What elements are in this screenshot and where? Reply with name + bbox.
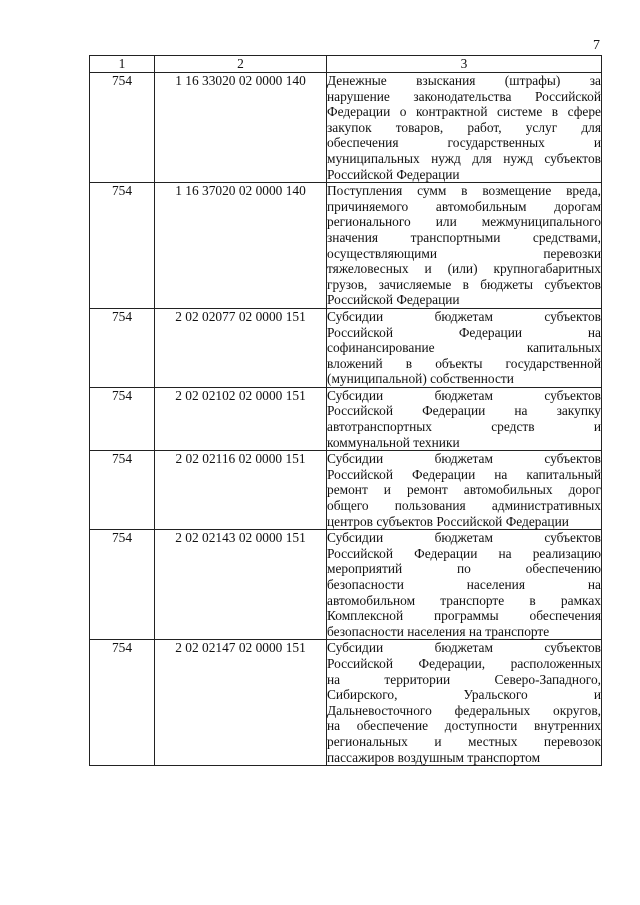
admin-code-cell: 754 xyxy=(90,183,155,309)
revenue-name-line: обеспечения государственных и xyxy=(327,135,601,151)
table-row xyxy=(90,387,602,450)
revenue-name-line: значения транспортными средствами, xyxy=(327,229,601,245)
revenue-name-line: причиняемого автомобильным дорогам xyxy=(327,198,601,214)
revenue-name-line: центров субъектов Российской Федерации xyxy=(327,513,569,529)
revenue-name-line: безопасности населения на xyxy=(327,577,601,592)
revenue-name-line: Российской Федерации, расположенных xyxy=(327,655,601,671)
revenue-name-line: ремонт и ремонт автомобильных дорог xyxy=(327,482,601,498)
budget-code-cell: 1 16 37020 02 0000 140 xyxy=(155,183,327,309)
admin-code-cell: 754 xyxy=(90,308,155,387)
budget-code-cell: 2 02 02116 02 0000 151 xyxy=(155,451,327,530)
admin-code-cell: 754 xyxy=(90,451,155,530)
revenue-name-line: безопасности населения на транспорте xyxy=(327,623,550,639)
revenue-name-line: Федерации о контрактной системе в сфере xyxy=(327,104,601,120)
revenue-name-line: тяжеловесных и (или) крупногабаритных xyxy=(327,261,601,277)
revenue-name-line: Субсидии бюджетам субъектов xyxy=(327,640,601,656)
revenue-name-line: Субсидии бюджетам субъектов xyxy=(327,308,601,324)
revenue-name-cell xyxy=(327,387,602,450)
table-row xyxy=(90,73,602,183)
table-row xyxy=(90,308,602,387)
revenue-name-line: Российской Федерации xyxy=(327,292,460,308)
revenue-name-line: муниципальных нужд для нужд субъектов xyxy=(327,150,601,166)
revenue-name-line: мероприятий по обеспечению xyxy=(327,561,601,577)
revenue-name-line: Дальневосточного федеральных округов, xyxy=(327,702,601,718)
revenue-name-line: автомобильном транспорте в рамках xyxy=(327,592,601,608)
revenue-name-line: пассажиров воздушным транспортом xyxy=(327,749,541,765)
revenue-name-line: Субсидии бюджетам субъектов xyxy=(327,451,601,467)
revenue-name-line: автотранспортных средств и xyxy=(327,419,601,435)
revenue-name-line: Российской Федерации xyxy=(327,166,460,182)
revenue-name-line: Сибирского, Уральского и xyxy=(327,687,601,703)
column-header-2: 2 xyxy=(155,56,327,73)
revenue-name-line: Поступления сумм в возмещение вреда, xyxy=(327,183,601,199)
revenue-name-line: Российской Федерации на реализацию xyxy=(327,545,601,561)
revenue-name-line: регионального или межмуниципального xyxy=(327,214,601,230)
table-row xyxy=(90,640,602,766)
revenue-name-line: закупок товаров, работ, услуг для xyxy=(327,119,601,135)
table-row xyxy=(90,451,602,530)
budget-code-cell: 1 16 33020 02 0000 140 xyxy=(155,73,327,183)
budget-code-cell: 2 02 02102 02 0000 151 xyxy=(155,387,327,450)
revenue-name-cell xyxy=(327,640,602,766)
admin-code-cell: 754 xyxy=(90,387,155,450)
revenue-name-line: грузов, зачисляемые в бюджеты субъектов xyxy=(327,276,601,292)
revenue-name-line: Российской Федерации на капитальный xyxy=(327,466,601,482)
revenue-name-line: осуществляющими перевозки xyxy=(327,245,601,261)
table-row xyxy=(90,530,602,640)
revenue-name-line: Комплексной программы обеспечения xyxy=(327,608,601,624)
revenue-name-cell xyxy=(327,183,602,309)
table-body xyxy=(90,73,602,766)
revenue-name-line: региональных и местных перевозок xyxy=(327,733,601,749)
revenue-name-line: (муниципальной) собственности xyxy=(327,371,514,387)
revenue-name-line: общего пользования административных xyxy=(327,498,601,514)
revenue-name-cell xyxy=(327,530,602,640)
revenue-name-cell xyxy=(327,308,602,387)
admin-code-cell: 754 xyxy=(90,530,155,640)
budget-revenue-table xyxy=(89,55,602,766)
revenue-name-line: коммунальной техники xyxy=(327,434,460,450)
revenue-name-line: Денежные взыскания (штрафы) за xyxy=(327,73,601,88)
column-header-3: 3 xyxy=(327,56,602,73)
revenue-name-line: на территории Северо-Западного, xyxy=(327,671,601,687)
budget-code-cell: 2 02 02143 02 0000 151 xyxy=(155,530,327,640)
table-header-row xyxy=(90,56,602,73)
revenue-name-line: Российской Федерации на закупку xyxy=(327,403,601,419)
revenue-name-line: на обеспечение доступности внутренних xyxy=(327,718,601,734)
column-header-1: 1 xyxy=(90,56,155,73)
page-number: 7 xyxy=(593,38,600,53)
revenue-name-line: вложений в объекты государственной xyxy=(327,355,601,371)
budget-code-cell: 2 02 02077 02 0000 151 xyxy=(155,308,327,387)
revenue-name-cell xyxy=(327,451,602,530)
table-row xyxy=(90,183,602,309)
revenue-name-line: нарушение законодательства Российской xyxy=(327,88,601,104)
revenue-name-line: Российской Федерации на xyxy=(327,324,601,340)
admin-code-cell: 754 xyxy=(90,73,155,183)
revenue-name-line: Субсидии бюджетам субъектов xyxy=(327,387,601,403)
revenue-name-cell xyxy=(327,73,602,183)
revenue-name-line: Субсидии бюджетам субъектов xyxy=(327,530,601,546)
budget-code-cell: 2 02 02147 02 0000 151 xyxy=(155,640,327,766)
admin-code-cell: 754 xyxy=(90,640,155,766)
revenue-name-line: софинансирование капитальных xyxy=(327,340,601,356)
